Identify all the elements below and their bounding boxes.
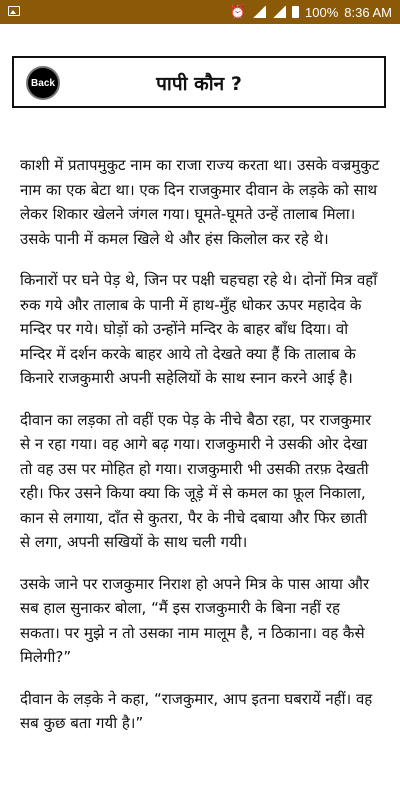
alarm-icon: ⏰ xyxy=(229,4,247,19)
story-paragraph: उसके जाने पर राजकुमार निराश हो अपने मित्र के पास आया और सब हाल सुनाकर बोला, “मैं इस राजकुमारी के बिना नहीं रह सकता। पर मुझे न तो उसका नाम मालूम है, न ठिकाना। वह कैसे मिलेगी?” xyxy=(20,574,370,666)
signal-icon-2 xyxy=(272,6,286,18)
back-button[interactable]: Back xyxy=(26,66,60,100)
status-bar xyxy=(0,0,400,24)
story-paragraph: दीवान के लड़के ने कहा, “राजकुमार, आप इतना घबरायें नहीं। वह सब कुछ बता गयी है।” xyxy=(20,689,373,732)
story-paragraph: काशी में प्रतापमुकुट नाम का राजा राज्य करता था। उसके वज्रमुकुट नाम का एक बेटा था। एक दिन राजकुमार दीवान के लड़के को साथ लेकर शिकार खेलने जंगल गया। घूमते-घूमते उन्हें तालाब मिला। उसके पानी में कमल खिले थे और हंस किलोल कर रहे थे। xyxy=(20,156,380,248)
story-paragraph: किनारों पर घने पेड़ थे, जिन पर पक्षी चहचहा रहे थे। दोनों मित्र वहाँ रुक गये और तालाब के पानी में हाथ-मुँह धोकर ऊपर महादेव के मन्दिर पर गये। घोड़ों को उन्होंने मन्दिर के बाहर बाँध दिया। वो मन्दिर में दर्शन करके बाहर आये तो देखते क्या हैं कि तालाब के किनारे राजकुमारी अपनी सहेलियों के साथ स्नान करने आई है। xyxy=(20,271,378,387)
signal-icon xyxy=(252,6,266,18)
battery-icon xyxy=(292,6,299,18)
battery-percent: 100% xyxy=(305,4,339,20)
page-title: पापी कौन ? xyxy=(156,73,242,95)
status-right xyxy=(230,4,392,20)
story-content xyxy=(20,153,382,753)
image-notification-icon xyxy=(8,6,20,16)
clock: 8:36 AM xyxy=(344,4,392,20)
story-paragraph: दीवान का लड़का तो वहीं एक पेड़ के नीचे बैठा रहा, पर राजकुमार से न रहा गया। वह आगे बढ़ गया। राजकुमारी ने उसकी ओर देखा तो वह उस पर मोहित हो गया। राजकुमारी भी उसकी तरफ़ देखती रही। फिर उसने किया क्या कि जूड़े में से कमल का फ़ूल निकाला, कान से लगाया, दाँत से कुतरा, पैर के नीचे दबाया और फिर छाती से लगा, अपनी सखियों के साथ चली गयी। xyxy=(20,410,372,551)
header-bar xyxy=(12,56,386,108)
status-left xyxy=(8,4,20,19)
